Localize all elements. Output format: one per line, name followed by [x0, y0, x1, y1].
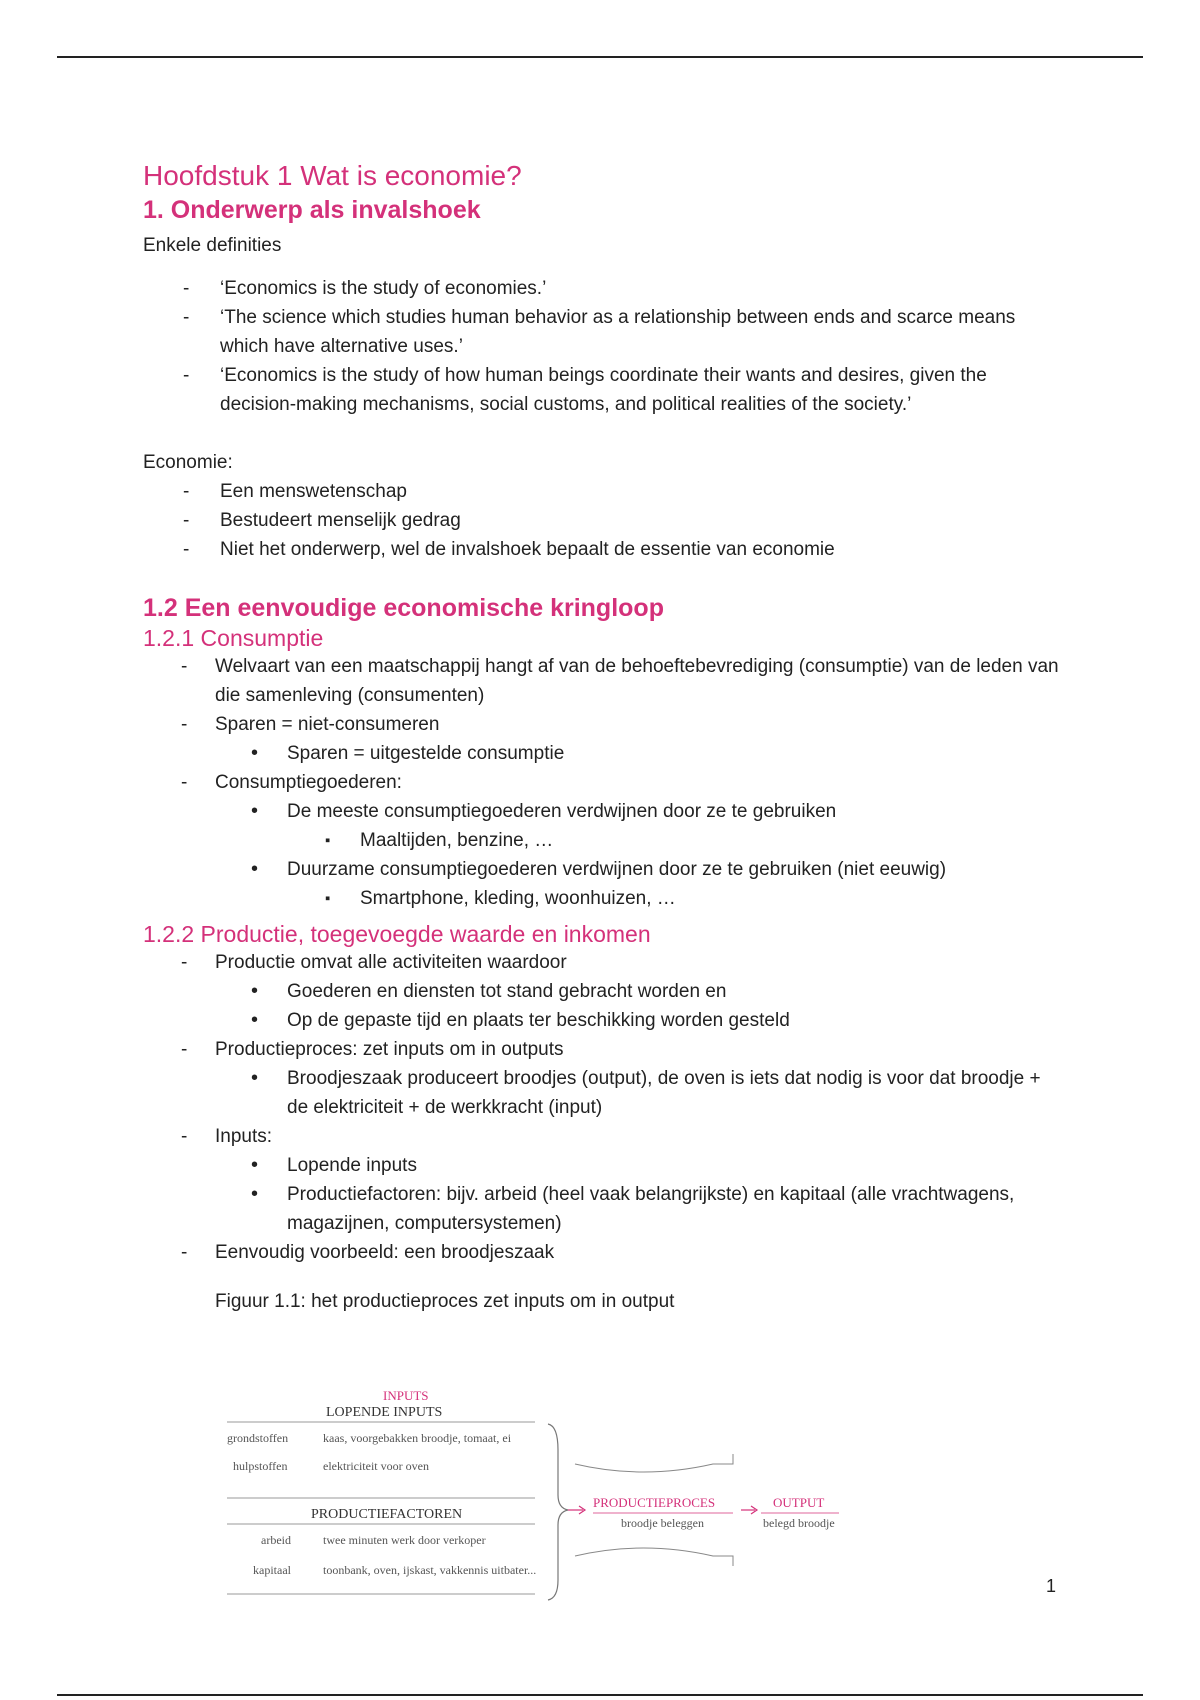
fig-inputs-label: INPUTS — [383, 1388, 429, 1403]
list-item: - ‘The science which studies human behavior as a relationship between ends and scarce means which have alternative uses.’ — [143, 303, 1063, 361]
list-item: - Bestudeert menselijk gedrag — [143, 506, 1063, 535]
section-1-2-title: 1.2 Een eenvoudige economische kringloop — [143, 594, 664, 622]
definitions-intro: Enkele definities — [143, 235, 282, 256]
list-item: - Eenvoudig voorbeeld: een broodjeszaak — [143, 1238, 1063, 1267]
sublist-item: • Broodjeszaak produceert broodjes (output), de oven is iets dat nodig is voor dat broodje + de elektriciteit + de werkkracht (input) — [215, 1064, 1063, 1122]
footer-rule — [57, 1694, 1143, 1696]
list-item — [143, 710, 1063, 768]
subsublist-item: ▪ Maaltijden, benzine, … — [215, 826, 1063, 855]
economie-label: Economie: — [143, 452, 233, 473]
sublist — [215, 1064, 1063, 1122]
production-process-figure — [143, 1380, 1003, 1620]
fig-funnel-top — [575, 1454, 733, 1472]
fig-productieproces-label: PRODUCTIEPROCES — [593, 1495, 716, 1510]
list-item: - Niet het onderwerp, wel de invalshoek bepaalt de essentie van economie — [143, 535, 1063, 564]
fig-lopende-inputs-label: LOPENDE INPUTS — [326, 1405, 443, 1420]
fig-grondstoffen-value: kaas, voorgebakken broodje, tomaat, ei — [323, 1431, 512, 1445]
consumptie-list — [143, 652, 1063, 913]
fig-arbeid-label: arbeid — [261, 1533, 291, 1547]
fig-output-label: OUTPUT — [773, 1495, 825, 1510]
sublist-item — [215, 855, 1063, 913]
fig-kapitaal-value: toonbank, oven, ijskast, vakkennis uitbater... — [323, 1563, 537, 1577]
page-number: 1 — [1046, 1576, 1057, 1596]
list-item: - ‘Economics is the study of economies.’ — [143, 274, 1063, 303]
figure-caption: Figuur 1.1: het productieproces zet inputs om in output — [215, 1291, 675, 1312]
fig-hulpstoffen-label: hulpstoffen — [233, 1459, 288, 1473]
sublist-item-text: Duurzame consumptiegoederen verdwijnen door ze te gebruiken (niet eeuwig) — [287, 859, 947, 880]
list-item-text: Consumptiegoederen: — [215, 772, 402, 793]
fig-output-sub: belegd broodje — [763, 1516, 835, 1530]
sublist-item-text: De meeste consumptiegoederen verdwijnen door ze te gebruiken — [287, 801, 837, 822]
fig-productieproces-sub: broodje beleggen — [621, 1516, 704, 1530]
list-item: - Welvaart van een maatschappij hangt af van de behoeftebevrediging (consumptie) van de leden van die samenleving (consumenten) — [143, 652, 1063, 710]
economie-list — [143, 477, 1063, 564]
sublist — [215, 977, 1063, 1035]
list-item-text: Productie omvat alle activiteiten waardoor — [215, 952, 567, 973]
sublist-item: • Lopende inputs — [215, 1151, 1063, 1180]
fig-productiefactoren-label: PRODUCTIEFACTOREN — [311, 1507, 463, 1522]
list-item — [143, 1122, 1063, 1238]
section-1-title: 1. Onderwerp als invalshoek — [143, 196, 481, 224]
list-item: - Een menswetenschap — [143, 477, 1063, 506]
list-item-text: Sparen = niet-consumeren — [215, 714, 440, 735]
header-rule — [57, 56, 1143, 58]
chapter-title: Hoofdstuk 1 Wat is economie? — [143, 160, 522, 191]
sublist — [215, 1151, 1063, 1238]
sublist-item: • Op de gepaste tijd en plaats ter beschikking worden gesteld — [215, 1006, 1063, 1035]
subsublist — [287, 884, 1063, 913]
sublist — [215, 797, 1063, 913]
list-item-text: Inputs: — [215, 1126, 273, 1147]
subsublist-item: ▪ Smartphone, kleding, woonhuizen, … — [215, 884, 1063, 913]
definitions-list — [143, 274, 1063, 419]
sublist-item: • Sparen = uitgestelde consumptie — [215, 739, 1063, 768]
list-item — [143, 1035, 1063, 1122]
fig-hulpstoffen-value: elektriciteit voor oven — [323, 1459, 429, 1473]
subsublist — [287, 826, 1063, 855]
fig-funnel-bottom — [575, 1548, 733, 1566]
sublist-item — [215, 797, 1063, 855]
sublist-item: • Productiefactoren: bijv. arbeid (heel vaak belangrijkste) en kapitaal (alle vrachtwagens, magazijnen, computersystemen) — [215, 1180, 1063, 1238]
production-diagram — [143, 1380, 1003, 1620]
sublist-item: • Goederen en diensten tot stand gebracht worden en — [215, 977, 1063, 1006]
list-item — [143, 948, 1063, 1035]
productie-list — [143, 948, 1063, 1267]
fig-grondstoffen-label: grondstoffen — [227, 1431, 289, 1445]
page-content — [143, 160, 1063, 1577]
fig-arbeid-value: twee minuten werk door verkoper — [323, 1533, 486, 1547]
list-item-text: Productieproces: zet inputs om in outputs — [215, 1039, 564, 1060]
fig-kapitaal-label: kapitaal — [253, 1563, 291, 1577]
list-item: - ‘Economics is the study of how human beings coordinate their wants and desires, given the decision-making mechanisms, social customs, and political realities of the society.’ — [143, 361, 1063, 419]
sublist — [215, 739, 1063, 768]
subsection-1-2-2-title: 1.2.2 Productie, toegevoegde waarde en inkomen — [143, 921, 651, 947]
fig-brace — [548, 1424, 568, 1600]
subsection-1-2-1-title: 1.2.1 Consumptie — [143, 625, 324, 651]
list-item — [143, 768, 1063, 913]
